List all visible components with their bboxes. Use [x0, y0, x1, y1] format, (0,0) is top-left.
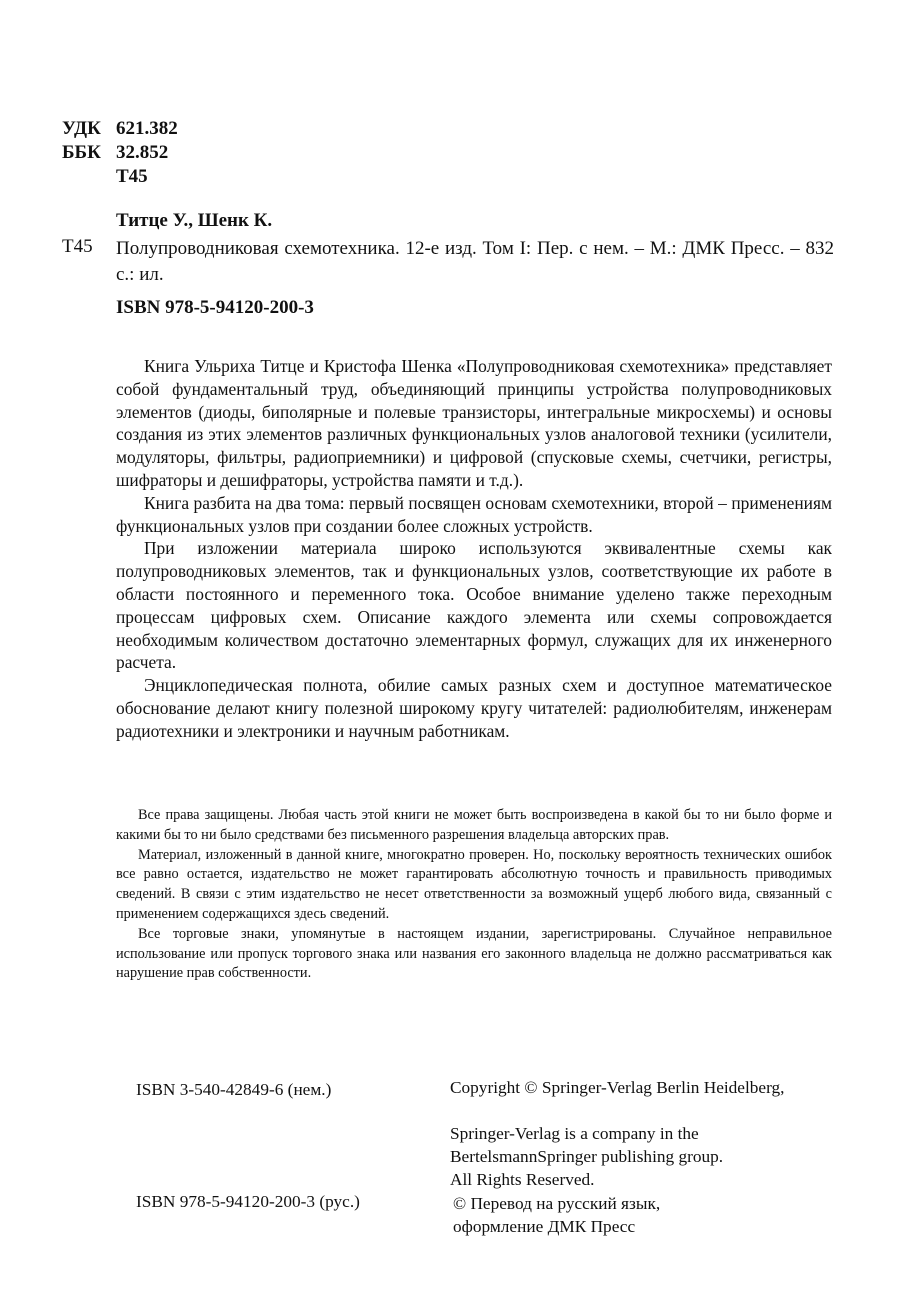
bibliographic-description: Полупроводниковая схемотехника. 12-е изд. Том I: Пер. с нем. – М.: ДМК Пресс. – 832 с.: ил.	[116, 238, 834, 285]
classification-block	[62, 117, 178, 189]
udk-label: УДК	[62, 118, 101, 139]
annotation-paragraph: Книга Ульриха Титце и Кристофа Шенка «Полупроводниковая схемотехника» представляет собой фундаментальный труд, объединяющий принципы устройства полупроводниковых элементов (диоды, биполярные и полевые транзисторы, интегральные микросхемы) и основы создания из этих элементов различных функциональных узлов аналоговой техники (усилители, модуляторы, фильтры, радиоприемники) и цифровой (спусковые схемы, счетчики, регистры, шифраторы и дешифраторы, устройства памяти и т.д.).	[116, 356, 832, 490]
springer-line: Springer-Verlag is a company in the	[450, 1124, 699, 1143]
legal-notices	[116, 806, 832, 984]
annotation-paragraph: При изложении материала широко используются эквивалентные схемы как полупроводниковых элементов, так и функциональных узлов, соответствующие их работе в области постоянного и переменного тока. Особое внимание уделено также переходным процессам цифровых схем. Описание каждого элемента или схемы сопровождается необходимым количеством достаточно элементарных формул, служащих для их инженерного расчета.	[116, 538, 832, 673]
copyright-line: Copyright © Springer-Verlag Berlin Heidelberg,	[450, 1078, 785, 1097]
translation-line: © Перевод на русский язык,	[453, 1194, 661, 1213]
translation-line: оформление ДМК Пресс	[453, 1217, 636, 1236]
annotation	[116, 355, 832, 743]
authors: Титце У., Шенк К.	[116, 210, 273, 231]
isbn-russian: ISBN 978-5-94120-200-3 (рус.)	[136, 1192, 360, 1211]
cipher-code: Т45	[116, 166, 148, 187]
legal-paragraph: Все торговые знаки, упомянутые в настоящем издании, зарегистрированы. Случайное неправильное использование или пропуск торгового знака или названия его законного владельца не должно рассматриваться как нарушение прав собственности.	[116, 925, 832, 982]
springer-statement	[450, 1122, 723, 1191]
translation-copyright	[453, 1192, 660, 1238]
cipher-line	[62, 165, 148, 189]
isbn-main: ISBN 978-5-94120-200-3	[116, 297, 314, 318]
bbk-label: ББК	[62, 142, 101, 163]
bbk-code: 32.852	[116, 142, 169, 163]
legal-paragraph: Материал, изложенный в данной книге, многократно проверен. Но, поскольку вероятность технических ошибок все равно остается, издательство не может гарантировать абсолютную точность и правильность приводимых сведений. В связи с этим издательство не несет ответственности за возможный ущерб любого вида, связанный с применением содержащихся здесь сведений.	[116, 846, 832, 922]
udk-code: 621.382	[116, 118, 178, 139]
annotation-paragraph: Книга разбита на два тома: первый посвящен основам схемотехники, второй – применениям функциональных узлов при создании более сложных устройств.	[116, 492, 832, 536]
springer-line: BertelsmannSpringer publishing group.	[450, 1147, 724, 1166]
bbk-line	[62, 141, 169, 165]
annotation-paragraph: Энциклопедическая полнота, обилие самых разных схем и доступное математическое обоснование делают книгу полезной широкому кругу читателей: радиолюбителям, инженерам радиотехники и электроники и научным работникам.	[116, 675, 832, 741]
udk-line	[62, 117, 178, 141]
cipher-mark: Т45	[62, 236, 93, 257]
legal-paragraph: Все права защищены. Любая часть этой книги не может быть воспроизведена в какой бы то ни было форме и какими бы то ни было средствами без письменного разрешения владельца авторских прав.	[116, 807, 832, 843]
springer-line: All Rights Reserved.	[450, 1170, 595, 1189]
isbn-german: ISBN 3-540-42849-6 (нем.)	[136, 1080, 332, 1099]
